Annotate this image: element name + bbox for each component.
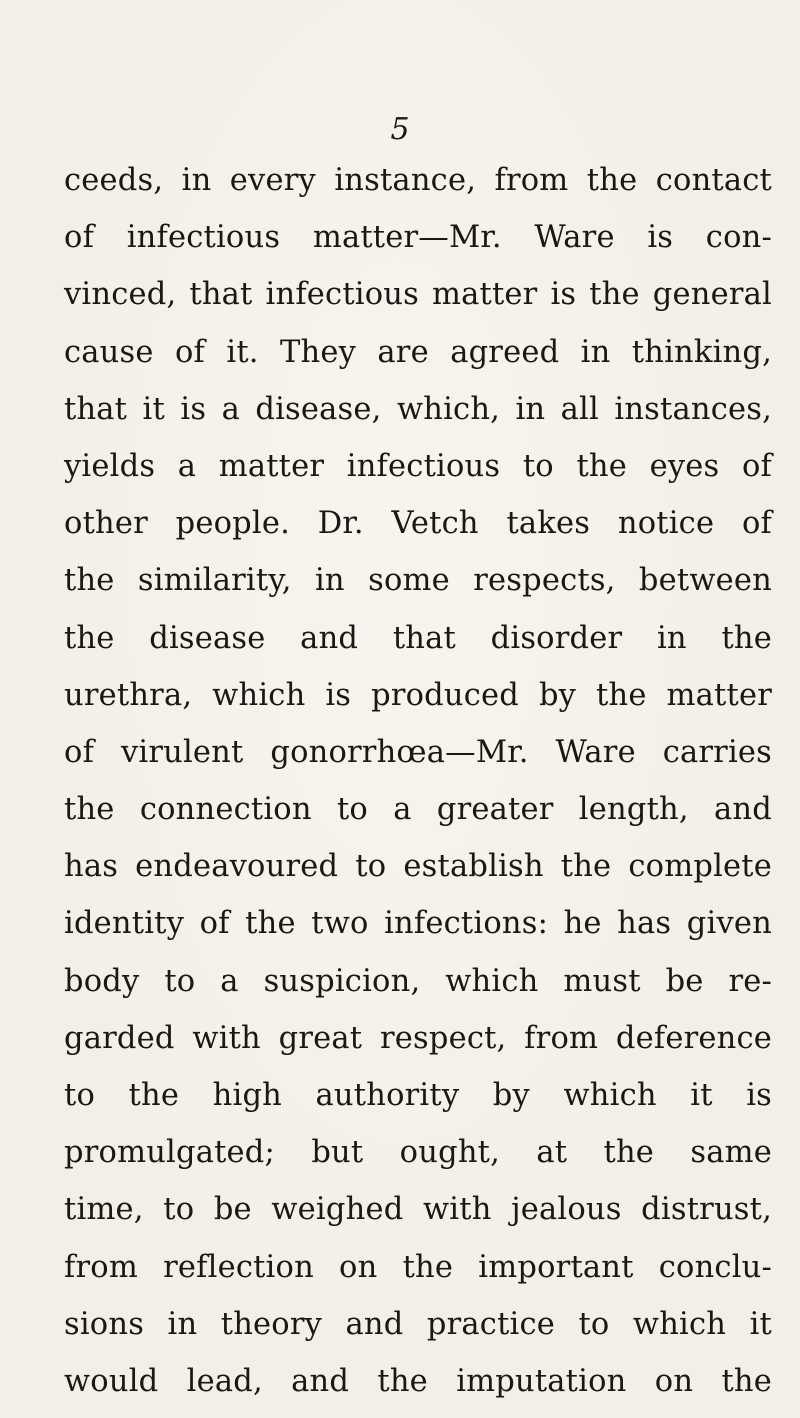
text-line: sions in theory and practice to which it [64, 1306, 772, 1342]
text-line: the similarity, in some respects, between [64, 563, 772, 599]
text-line: of virulent gonorrhœa—Mr. Ware carries [64, 734, 772, 770]
text-line: the connection to a greater length, and [64, 792, 772, 828]
page-number: 5 [390, 112, 410, 147]
text-line: identity of the two infections: he has given [64, 906, 772, 942]
text-line: other people. Dr. Vetch takes notice of [64, 506, 772, 542]
text-line: the disease and that disorder in the [64, 620, 772, 656]
text-line: yields a matter infectious to the eyes of [64, 448, 772, 484]
text-line: that it is a disease, which, in all instances, [64, 391, 772, 427]
text-line: garded with great respect, from deference [64, 1020, 772, 1056]
text-line: body to a suspicion, which must be re- [64, 963, 772, 999]
text-line: time, to be weighed with jealous distrust, [64, 1192, 772, 1228]
text-line: has endeavoured to establish the complete [64, 849, 772, 885]
text-line: urethra, which is produced by the matter [64, 677, 772, 713]
text-line: of infectious matter—Mr. Ware is con- [64, 220, 772, 256]
text-line: vinced, that infectious matter is the general [64, 277, 772, 313]
text-line: to the high authority by which it is [64, 1078, 772, 1113]
text-line: cause of it. They are agreed in thinking, [64, 334, 772, 370]
text-line: ceeds, in every instance, from the contact [64, 163, 772, 198]
body-text [64, 152, 772, 1410]
text-line: would lead, and the imputation on the [64, 1363, 772, 1399]
text-line: from reflection on the important conclu- [64, 1249, 772, 1285]
text-line: promulgated; but ought, at the same [64, 1135, 772, 1171]
